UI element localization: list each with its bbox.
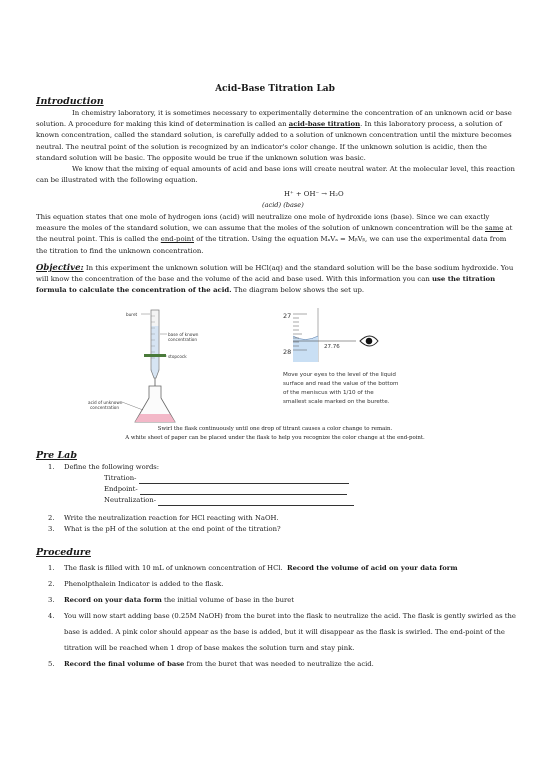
acid-label-line1: acid of unknown xyxy=(88,400,123,405)
prelab-list xyxy=(36,462,516,473)
definitions-block xyxy=(104,473,354,506)
introduction-heading: Introduction xyxy=(36,96,104,107)
definition-neutralization: Neutralization- xyxy=(104,495,354,506)
eye-icon xyxy=(360,336,378,346)
page-title: Acid-Base Titration Lab xyxy=(215,84,335,94)
list-item: 5. Record the final volume of base from the buret that was needed to neutralize the acid. xyxy=(48,660,374,668)
definition-endpoint: Endpoint- xyxy=(104,484,354,495)
svg-text:surface and read the value of: surface and read the value of the bottom xyxy=(283,381,399,387)
intro-paragraph-2: We know that the mixing of equal amounts of acid and base ions will create neutral water. At the molecular level, this reaction can be illustrated with the following equation. xyxy=(36,165,515,185)
list-item: 1. The flask is filled with 10 mL of unknown concentration of HCl. Record the volume of acid on your data form xyxy=(48,564,458,572)
reading-instructions xyxy=(283,372,399,405)
buret-label: buret xyxy=(126,312,138,317)
definition-titration: Titration- xyxy=(104,473,354,484)
svg-text:smallest scale marked on the b: smallest scale marked on the burette. xyxy=(283,399,390,405)
reading-value: 27.76 xyxy=(324,344,340,350)
neutralization-equation: H⁺ + OH⁻ → H₂O xyxy=(284,190,344,198)
procedure-list xyxy=(36,560,516,672)
intro-paragraph-3: This equation states that one mole of hydrogen ions (acid) will neutralize one mole of hydroxide ions (base). Since we can exactly measure the moles of the standard solution, we can assume that the moles of the solution of unknown concentration will be the same at the neutral point. This is called the end-point of the titration. Using the equation MₐVₐ = MᵦVᵦ, we can use the experimental data from the titration to find the unknown concentration. xyxy=(36,213,513,255)
list-item: 2. Phenolpthalein Indicator is added to the flask. xyxy=(48,580,224,588)
intro-paragraph-1: In chemistry laboratory, it is sometimes necessary to experimentally determine the concentration of an unknown acid or base solution. A procedure for making this kind of determination is called an acid-base titration. In this laboratory process, a solution of known concentration, called the standard solution, is carefully added to a solution of unknown concentration until the mixture becomes neutral. The neutral point of the solution is recognized by an indicator's color change. If the unknown solution is acidic, then the standard solution will be basic. The opposite would be true if the unknown solution was basic. xyxy=(36,109,512,162)
list-item: 2. Write the neutralization reaction for HCl reacting with NaOH. xyxy=(48,514,279,522)
buret-drawing xyxy=(144,310,166,386)
introduction-section xyxy=(36,108,516,186)
stopcock-handle xyxy=(144,354,166,357)
base-label-line1: base of known xyxy=(168,332,199,337)
base-label-line2: concentration xyxy=(168,337,198,342)
list-item: 3. What is the pH of the solution at the end point of the titration? xyxy=(48,525,281,533)
prelab-list-continued xyxy=(36,513,516,535)
titration-diagram xyxy=(88,306,448,424)
acid-base-titration-term: acid-base titration xyxy=(288,120,361,129)
erlenmeyer-flask xyxy=(135,386,175,422)
stopcock-label: stopcock xyxy=(168,354,187,359)
scale-28: 28 xyxy=(283,348,292,356)
equation-labels: (acid) (base) xyxy=(262,201,304,209)
meniscus-detail xyxy=(283,308,399,405)
list-item: 3. Record on your data form the initial volume of base in the buret xyxy=(48,596,295,604)
svg-text:of the meniscus with 1/10 of t: of the meniscus with 1/10 of the xyxy=(283,390,374,396)
svg-text:Move your eyes to the level of: Move your eyes to the level of the liquid xyxy=(283,372,396,378)
diagram-caption: Swirl the flask continuously until one drop of titrant causes a color change to remain. A white sheet of paper can be placed under the flask to help you recognize the color change at the end-point. xyxy=(125,426,425,441)
list-item: 1. Define the following words: xyxy=(48,463,160,471)
scale-27: 27 xyxy=(283,312,292,320)
list-item: 4. You will now start adding base (0.25M NaOH) from the buret into the flask to neutralize the acid. The flask is gently swirled as the base is added. A pink color should appear as the base is added, but it will disappear as the flask is swirled. The end-point of the titration will be reached when 1 drop of base makes the solution turn and stay pink. xyxy=(48,612,516,652)
objective-section: Objective: In this experiment the unknown solution will be HCl(aq) and the standard solution will be the base sodium hydroxide. You will know the concentration of the base and the volume of the acid and base used. With this information you can use the titration formula to calculate the concentration of the acid. The diagram below shows the set up. xyxy=(36,263,514,295)
acid-label-line2: concentration xyxy=(90,405,120,410)
prelab-heading: Pre Lab xyxy=(36,450,77,461)
objective-label: Objective: xyxy=(36,263,84,273)
procedure-heading: Procedure xyxy=(36,547,91,558)
